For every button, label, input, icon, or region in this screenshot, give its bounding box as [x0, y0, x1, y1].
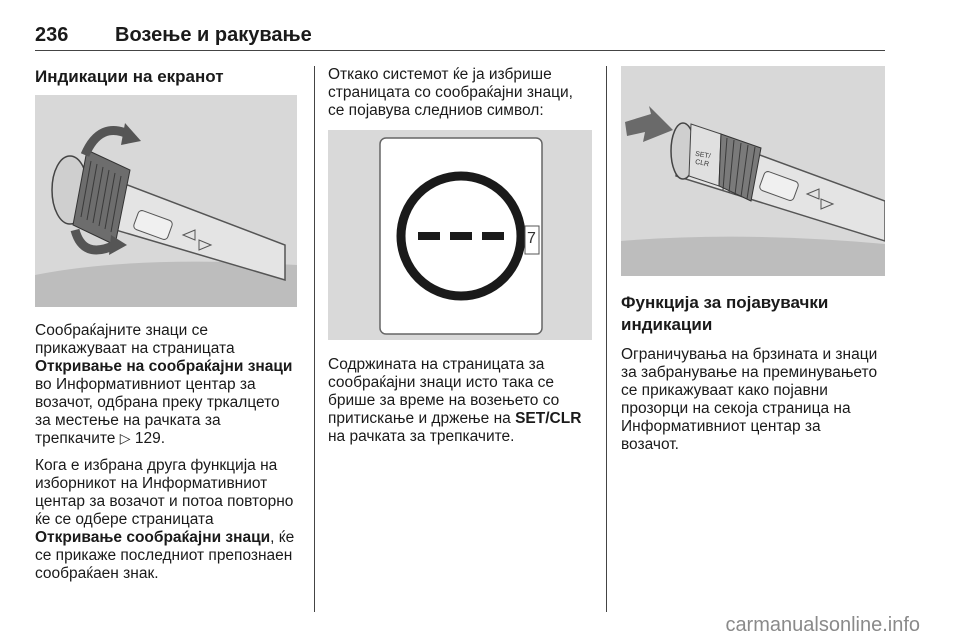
section-heading: Индикации на екранот	[35, 67, 224, 86]
stalk-label-clr: CLR	[694, 158, 710, 169]
bold-term: Откривање на сообраќајни знаци	[35, 358, 293, 375]
column-3-body	[621, 292, 896, 463]
column-1-body	[35, 322, 310, 592]
text-line: Информативниот центар за	[621, 418, 821, 435]
column-1	[35, 66, 305, 97]
text-line: се појавува следниов символ:	[328, 102, 544, 119]
set-clr-stalk-illustration	[621, 66, 885, 276]
column-divider-2	[606, 66, 607, 612]
text-line: за забранување на преминувањето	[621, 364, 878, 381]
intro-paragraph	[328, 66, 598, 120]
cleared-sign-illustration	[328, 130, 592, 340]
text-line: возачот.	[621, 436, 679, 453]
stalk-label-set: SET/	[694, 150, 712, 161]
watermark: carmanualsonline.info	[725, 614, 920, 636]
paragraph-1	[35, 322, 310, 448]
paragraph-2	[35, 457, 310, 583]
page-number: 236	[35, 24, 69, 46]
text-line: прозорци на секоја страница на	[621, 400, 851, 417]
text-line: Ограничувања на брзината и знаци	[621, 346, 878, 363]
heading-line: индикации	[621, 315, 713, 334]
text-line: Откако системот ќе ја избрише	[328, 66, 552, 83]
sign-digit: 7	[527, 230, 536, 247]
page-reference[interactable]: 129.	[134, 430, 165, 447]
text-line: сообраќаен знак.	[35, 565, 159, 582]
text-line: центар за возачот и потоа повторно	[35, 493, 294, 510]
text-line: сообраќајни знаци исто така се	[328, 374, 555, 391]
text-line: Содржината на страницата за	[328, 356, 545, 373]
page-reference-icon: ▷	[119, 431, 131, 447]
text-line: страницата со сообраќајни знаци,	[328, 84, 573, 101]
column-2-body	[328, 356, 603, 455]
text-line: се прикаже последниот препознаен	[35, 547, 293, 564]
text-line: за местење на рачката за	[35, 412, 221, 429]
text-line: брише за време на возењето со	[328, 392, 560, 409]
text-fragment: , ќе	[270, 529, 295, 546]
column-divider-1	[314, 66, 315, 612]
text-line: Сообраќајните знаци се	[35, 322, 208, 339]
text-line: во Информативниот центар за	[35, 376, 256, 393]
text-line: возачот, одбрана преку тркалцето	[35, 394, 280, 411]
paragraph-4	[621, 346, 896, 454]
text-line: прикажуваат на страницата	[35, 340, 235, 357]
subsection-heading	[621, 292, 896, 336]
text-line: притискање и држење на	[328, 410, 516, 427]
bold-term: Откривање сообраќајни знаци	[35, 529, 271, 546]
text-line: на рачката за трепкачите.	[328, 428, 515, 445]
text-line: изборникот на Информативниот	[35, 475, 268, 492]
header-rule	[35, 50, 885, 51]
text-line: се прикажуваат како појавни	[621, 382, 828, 399]
stalk-wheel-illustration	[35, 95, 297, 307]
set-clr-label: SET/CLR	[515, 410, 582, 427]
chapter-title: Возење и ракување	[115, 24, 312, 46]
column-2-intro	[328, 66, 598, 129]
paragraph-3	[328, 356, 603, 446]
text-line: трепкачите	[35, 430, 116, 447]
text-line: Кога е избрана друга функција на	[35, 457, 278, 474]
text-line: ќе се одбере страницата	[35, 511, 214, 528]
heading-line: Функција за појавувачки	[621, 293, 829, 312]
